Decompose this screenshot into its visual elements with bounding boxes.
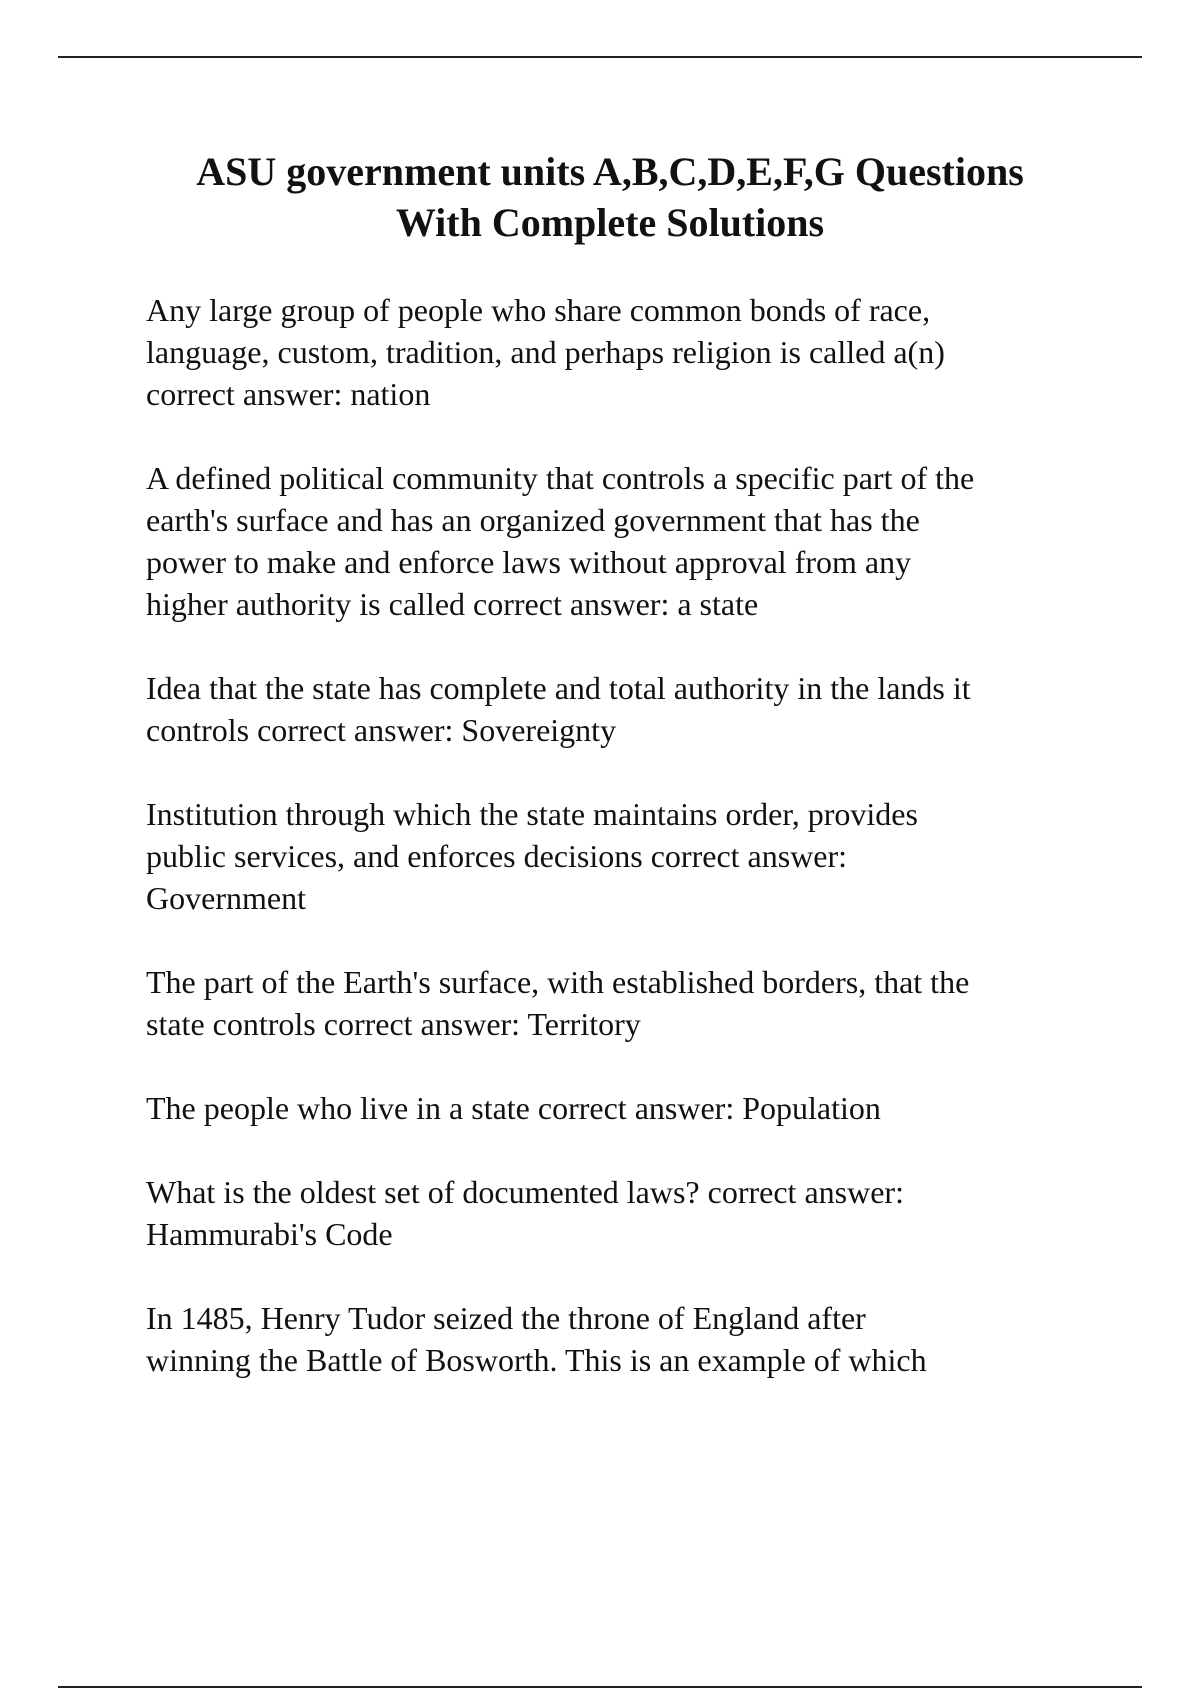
- question-item: [146, 667, 1106, 751]
- text-line: Institution through which the state maintains order, provides: [146, 796, 918, 832]
- text-line: The part of the Earth's surface, with established borders, that the: [146, 964, 970, 1000]
- question-item: [146, 1171, 1106, 1255]
- text-line: power to make and enforce laws without approval from any: [146, 544, 912, 580]
- title-line: ASU government units A,B,C,D,E,F,G Questions: [196, 149, 1024, 194]
- question-item: [146, 289, 1106, 415]
- text-line: earth's surface and has an organized government that has the: [146, 502, 920, 538]
- question-item: [146, 961, 1106, 1045]
- text-line: A defined political community that controls a specific part of the: [146, 460, 975, 496]
- text-line: Government: [146, 880, 306, 916]
- text-line: state controls correct answer: Territory: [146, 1006, 641, 1042]
- document-title: [140, 146, 1080, 248]
- question-item: [146, 1087, 1106, 1129]
- text-line: Hammurabi's Code: [146, 1216, 393, 1252]
- title-line: With Complete Solutions: [395, 200, 825, 245]
- text-line: correct answer: nation: [146, 376, 431, 412]
- text-line: winning the Battle of Bosworth. This is an example of which: [146, 1342, 927, 1378]
- text-line: higher authority is called correct answer: a state: [146, 586, 759, 622]
- question-list: [146, 289, 1106, 1423]
- text-line: controls correct answer: Sovereignty: [146, 712, 617, 748]
- footer-rule: [58, 1686, 1142, 1688]
- text-line: Any large group of people who share common bonds of race,: [146, 292, 931, 328]
- header-rule: [58, 56, 1142, 58]
- text-line: language, custom, tradition, and perhaps religion is called a(n): [146, 334, 945, 370]
- text-line: public services, and enforces decisions correct answer:: [146, 838, 848, 874]
- text-line: In 1485, Henry Tudor seized the throne of England after: [146, 1300, 866, 1336]
- question-item: [146, 1297, 1106, 1381]
- question-item: [146, 457, 1106, 625]
- question-item: [146, 793, 1106, 919]
- text-line: Idea that the state has complete and total authority in the lands it: [146, 670, 971, 706]
- text-line: The people who live in a state correct answer: Population: [146, 1090, 881, 1126]
- text-line: What is the oldest set of documented laws? correct answer:: [146, 1174, 904, 1210]
